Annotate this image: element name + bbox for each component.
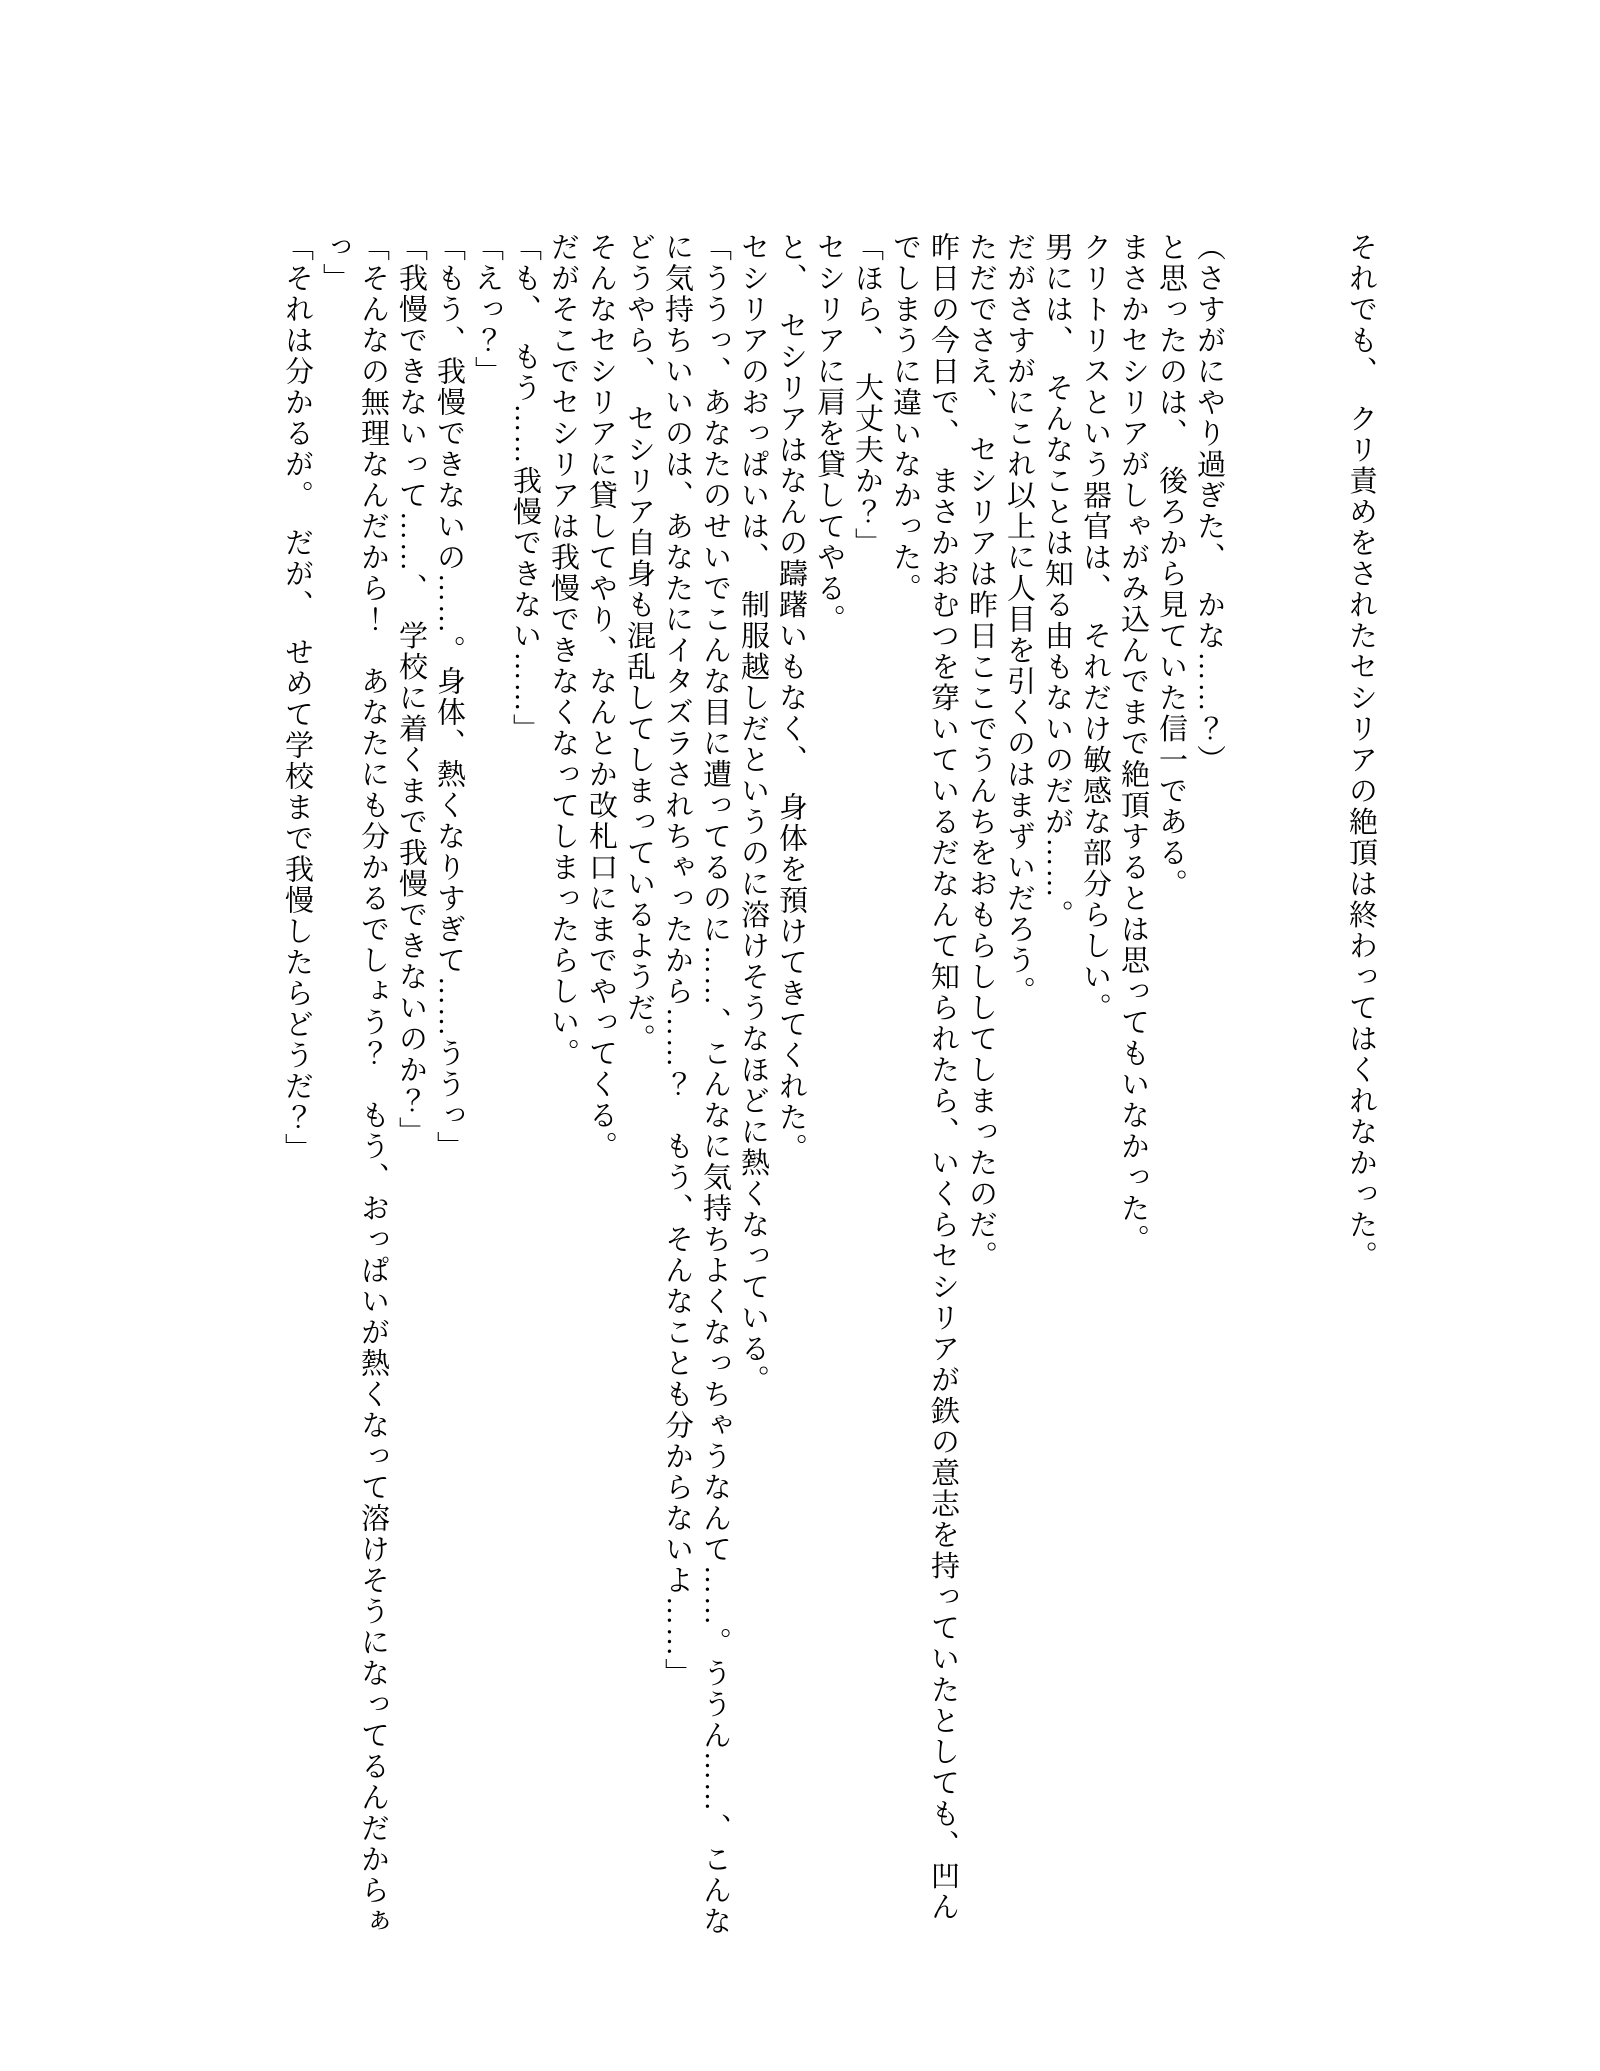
paragraph: 「も、 もう……我慢できない……」 [509, 232, 541, 745]
paragraph: 「我慢できないって……、 学校に着くまで我慢できないのか？」 [395, 232, 427, 1148]
paragraph: 「えっ？」 [471, 232, 503, 387]
paragraph: そんなセシリアに貸してやり、なんとか改札口にまでやってくる。 [585, 232, 617, 1162]
paragraph: と思ったのは、 後ろから見ていた信一である。 [1155, 232, 1187, 900]
paragraph: （さすがにやり過ぎた、 かな……？） [1193, 232, 1225, 776]
paragraph: と、 セシリアはなんの躊躇いもなく、 身体を預けてきてくれた。 [775, 232, 807, 1164]
paragraph: 「そんなの無理なんだから！ あなたにも分かるでしょう？ もう、おっぱいが熱くなって溶けそうになってるんだからぁっ」 [319, 232, 389, 1937]
paragraph: セシリアに肩を貸してやる。 [813, 232, 845, 635]
paragraph: クリトリスという器官は、 それだけ敏感な部分らしい。 [1079, 232, 1111, 1024]
paragraph: 「もう、我慢できないの……。身体、熱くなりすぎて……ううっ」 [433, 232, 465, 1162]
paragraph: 「ううっ、あなたのせいでこんな目に遭ってるのに……、こんなに気持ちよくなっちゃうなんて……。ううん……、こんなに気持ちいいのは、あなたにイタズラされちゃったから……？ もう、そんなことも分からないよ……」 [661, 232, 731, 1937]
paragraph: ただでさえ、 セシリアは昨日ここでうんちをおもらししてしまったのだ。 [965, 232, 997, 1272]
paragraph: 「ほら、 大丈夫か？」 [851, 232, 883, 559]
paragraph: それでも、 クリ責めをされたセシリアの絶頂は終わってはくれなかった。 [1345, 232, 1377, 1272]
paragraph: 昨日の今日で、 まさかおむつを穿いているだなんて知られたら、いくらセシリアが鉄の意志を持っていたとしても、凹んでしまうに違いなかった。 [889, 232, 959, 1923]
paragraph: 男には、 そんなことは知る由もないのだが……。 [1041, 232, 1073, 931]
paragraph: セシリアのおっぱいは、 制服越しだというのに溶けそうなほどに熱くなっている。 [737, 232, 769, 1396]
paragraph: どうやら、 セシリア自身も混乱してしまっているようだ。 [623, 232, 655, 1055]
paragraph: だがそこでセシリアは我慢できなくなってしまったらしい。 [547, 232, 579, 1069]
paragraph: 「それは分かるが。 だが、 せめて学校まで我慢したらどうだ？」 [281, 232, 313, 1164]
paragraph: だがさすがにこれ以上に人目を引くのはまずいだろう。 [1003, 232, 1035, 1007]
paragraph: まさかセシリアがしゃがみ込んでまで絶頂するとは思ってもいなかった。 [1117, 232, 1149, 1255]
novel-text [278, 232, 1380, 1938]
